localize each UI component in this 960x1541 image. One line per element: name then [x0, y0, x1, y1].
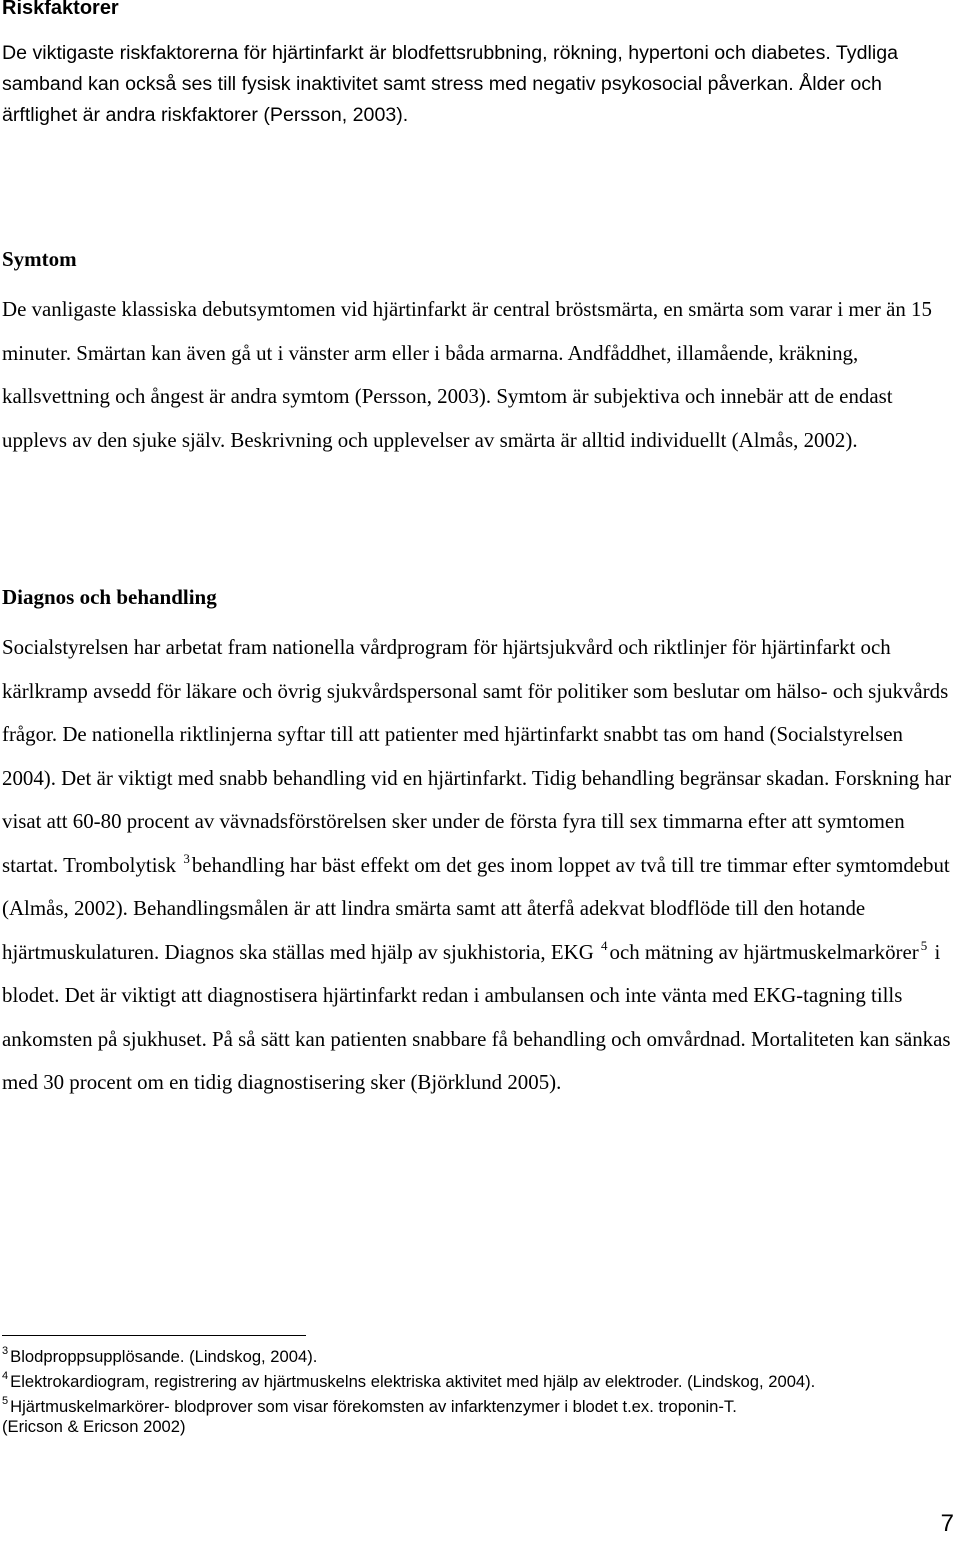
section-risk-factors	[2, 0, 957, 131]
footnote-ref-3: 3	[183, 850, 190, 866]
footnote-separator	[2, 1335, 306, 1336]
footnote-4	[2, 1372, 902, 1392]
section-symptoms	[2, 246, 957, 462]
footnote-ref-4: 4	[601, 937, 608, 953]
footnote-number: 4	[2, 1370, 9, 1382]
footnote-3	[2, 1347, 902, 1367]
footnote-text: Elektrokardiogram, registrering av hjärtmuskelns elektriska aktivitet med hjälp av elektroder. (Lindskog, 2004).	[10, 1372, 816, 1391]
footnote-ref-5: 5	[920, 937, 928, 953]
section-diagnosis-treatment	[2, 584, 957, 1105]
footnote-number: 3	[2, 1345, 9, 1357]
footnotes	[2, 1347, 902, 1437]
footnote-text: Hjärtmuskelmarkörer- blodprover som visar förekomsten av infarktenzymer i blodet t.ex. troponin-T. (Ericson & Ericson 2002)	[2, 1397, 737, 1436]
paragraph-text: behandling har bäst effekt om det ges inom loppet av två till tre timmar efter symtomdebut (Almås, 2002). Behandlingsmålen är att lindra smärta samt att återfå adekvat blodflöde till den hotande hjärtmuskulaturen. Diagnos ska ställas med hjälp av sjukhistoria, EKG	[2, 852, 950, 964]
paragraph-symptoms: De vanligaste klassiska debutsymtomen vid hjärtinfarkt är central bröstsmärta, en smärta som varar i mer än 15 minuter. Smärtan kan även gå ut i vänster arm eller i båda armarna. Andfåddhet, illamående, kräkning, kallsvettning och ångest är andra symtom (Persson, 2003). Symtom är subjektiva och innebär att de endast upplevs av den sjuke själv. Beskrivning och upplevelser av smärta är alltid individuellt (Almås, 2002).	[2, 297, 932, 452]
paragraph-text: i blodet. Det är viktigt att diagnostisera hjärtinfarkt redan i ambulansen och inte vänta med EKG-tagning tills ankomsten på sjukhuset. På så sätt kan patienten snabbare få behandling och omvårdnad. Mortaliteten kan sänkas med 30 procent om en tidig diagnostisering sker (Björklund 2005).	[2, 939, 951, 1094]
paragraph-text: och mätning av hjärtmuskelmarkörer	[609, 939, 919, 964]
paragraph-risk-factors: De viktigaste riskfaktorerna för hjärtinfarkt är blodfettsrubbning, rökning, hypertoni och diabetes. Tydliga samband kan också ses till fysisk inaktivitet samt stress med negativ psykosocial påverkan. Ålder och ärftlighet är andra riskfaktorer (Persson, 2003).	[2, 42, 898, 126]
heading-symptoms: Symtom	[2, 247, 77, 271]
paragraph-text: Socialstyrelsen har arbetat fram nationella vårdprogram för hjärtsjukvård och riktlinjer för hjärtinfarkt och kärlkramp avsedd för läkare och övrig sjukvårdspersonal samt för politiker som beslutar om hälso- och sjukvårds frågor. De nationella riktlinjerna syftar till att patienter med hjärtinfarkt snabbt tas om hand (Socialstyrelsen 2004). Det är viktigt med snabb behandling vid en hjärtinfarkt. Tidig behandling begränsar skadan. Forskning har visat att 60-80 procent av vävnadsförstörelsen sker under de första fyra till sex timmarna efter att symtomen startat. Trombolytisk	[2, 635, 952, 877]
footnote-number: 5	[2, 1395, 9, 1407]
heading-diagnosis-treatment: Diagnos och behandling	[2, 585, 217, 609]
footnote-5	[2, 1397, 802, 1437]
heading-risk-factors: Riskfaktorer	[2, 0, 119, 19]
footnote-text: Blodproppsupplösande. (Lindskog, 2004).	[10, 1347, 318, 1366]
paragraph-diagnosis-treatment	[2, 626, 957, 1105]
page-number: 7	[940, 1510, 954, 1537]
